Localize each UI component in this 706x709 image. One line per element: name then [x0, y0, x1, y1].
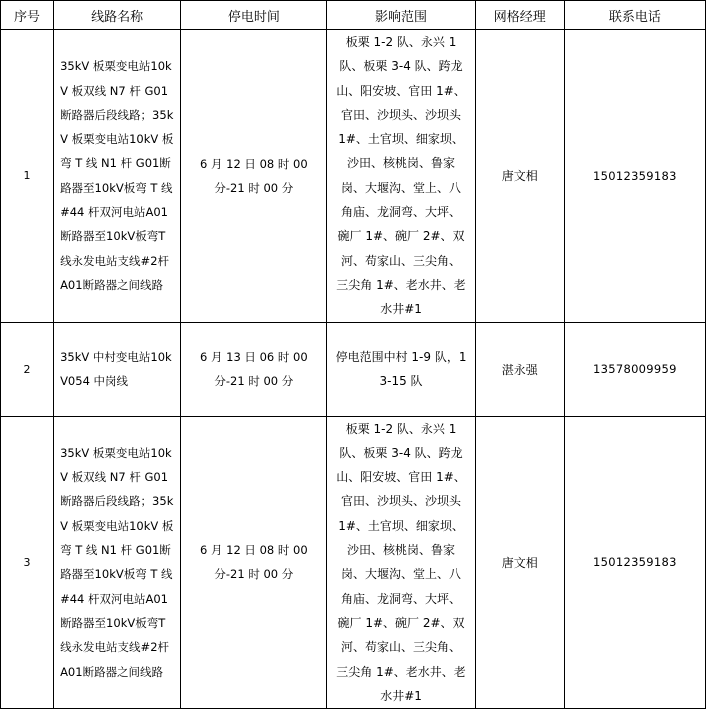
header-line-name: 线路名称 [54, 1, 181, 30]
table-row [1, 416, 706, 709]
header-row [1, 1, 706, 30]
row-outage-time: 6 月 12 日 08 时 00 分-21 时 00 分 [181, 30, 327, 323]
row-grid-manager: 唐文相 [475, 416, 564, 709]
row-affected-area: 板栗 1-2 队、永兴 1 队、板栗 3-4 队、跨龙山、阳安坡、官田 1#、官田、沙坝头、沙坝头 1#、土官坝、细家坝、沙田、核桃岗、鲁家岗、大堰沟、堂上、八角庙、龙洞弯、大坪、碗厂 1#、碗厂 2#、双河、苟家山、三尖角、三尖角 1#、老水井、老水井#1 [327, 416, 475, 709]
row-outage-time: 6 月 13 日 06 时 00 分-21 时 00 分 [181, 322, 327, 416]
header-contact-phone: 联系电话 [564, 1, 705, 30]
header-seq: 序号 [1, 1, 54, 30]
row-seq: 3 [1, 416, 54, 709]
row-line-name: 35kV 板栗变电站10kV 板双线 N7 杆 G01 断路器后段线路；35kV 板栗变电站10kV 板弯 T 线 N1 杆 G01断路器至10kV板弯 T 线#44 杆双河电站A01断路器至10kV板弯T线永发电站支线#2杆 A01断路器之间线路 [54, 416, 181, 709]
row-grid-manager: 唐文相 [475, 30, 564, 323]
row-seq: 1 [1, 30, 54, 323]
row-seq: 2 [1, 322, 54, 416]
row-grid-manager: 湛永强 [475, 322, 564, 416]
row-line-name: 35kV 中村变电站10kV054 中岗线 [54, 322, 181, 416]
table-row [1, 30, 706, 323]
row-line-name: 35kV 板栗变电站10kV 板双线 N7 杆 G01 断路器后段线路；35kV 板栗变电站10kV 板弯 T 线 N1 杆 G01断路器至10kV板弯 T 线#44 杆双河电站A01断路器至10kV板弯T线永发电站支线#2杆 A01断路器之间线路 [54, 30, 181, 323]
header-grid-manager: 网格经理 [475, 1, 564, 30]
row-contact-phone: 15012359183 [564, 416, 705, 709]
table-row [1, 322, 706, 416]
row-outage-time: 6 月 12 日 08 时 00 分-21 时 00 分 [181, 416, 327, 709]
row-affected-area: 停电范围中村 1-9 队，13-15 队 [327, 322, 475, 416]
header-outage-time: 停电时间 [181, 1, 327, 30]
header-affected-area: 影响范围 [327, 1, 475, 30]
row-affected-area: 板栗 1-2 队、永兴 1 队、板栗 3-4 队、跨龙山、阳安坡、官田 1#、官田、沙坝头、沙坝头 1#、土官坝、细家坝、沙田、核桃岗、鲁家岗、大堰沟、堂上、八角庙、龙洞弯、大坪、碗厂 1#、碗厂 2#、双河、苟家山、三尖角、三尖角 1#、老水井、老水井#1 [327, 30, 475, 323]
row-contact-phone: 15012359183 [564, 30, 705, 323]
row-contact-phone: 13578009959 [564, 322, 705, 416]
